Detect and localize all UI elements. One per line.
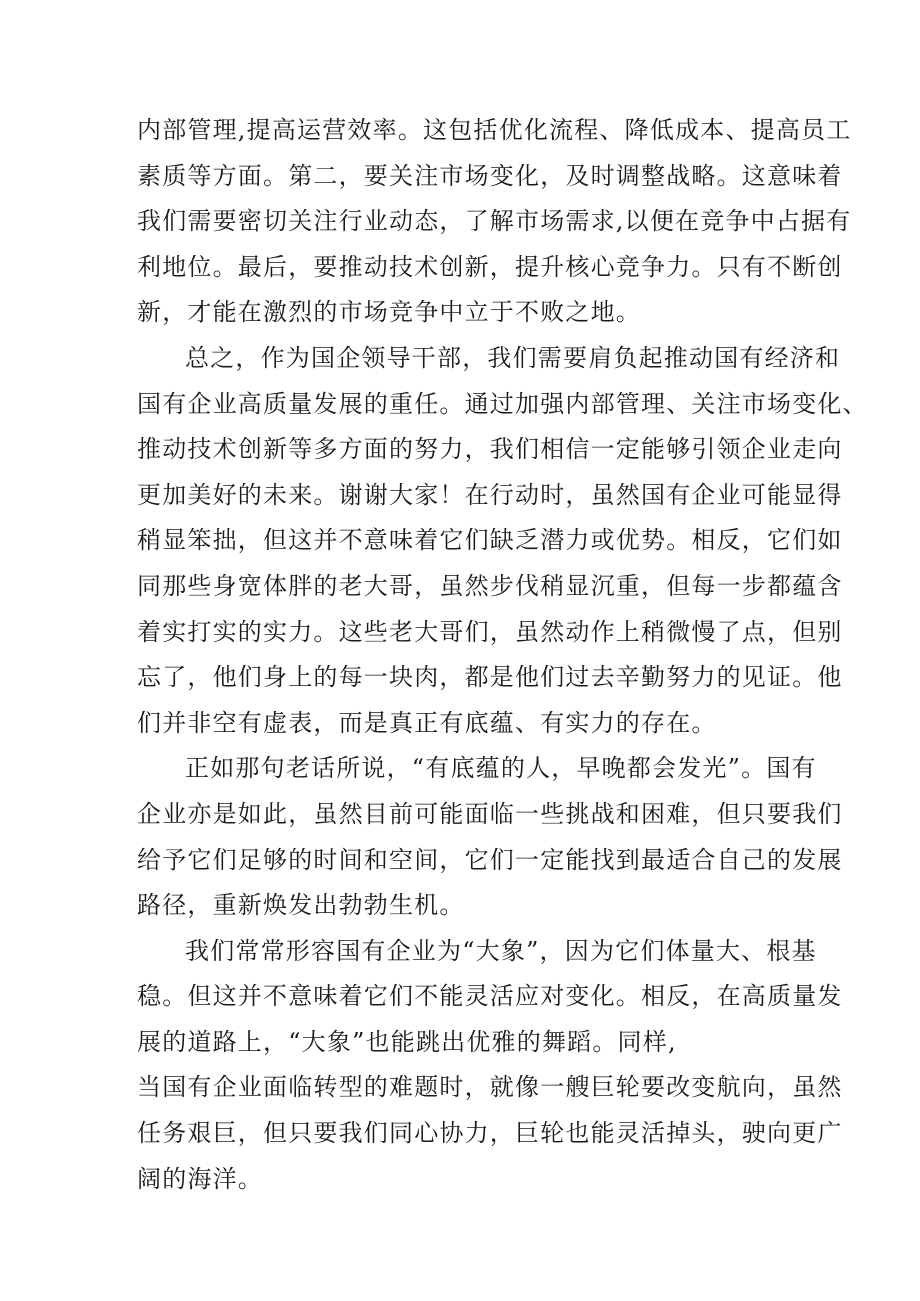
text-line: 着实打实的实力。这些老大哥们，虽然动作上稍微慢了点，但别	[137, 617, 843, 646]
paragraph-1	[137, 108, 852, 336]
text-line: 们并非空有虚表，而是真正有底蕴、有实力的存在。	[137, 708, 717, 737]
text-line: 同那些身宽体胖的老大哥，虽然步伐稍显沉重，但每一步都蕴含	[137, 571, 843, 600]
document-body	[137, 108, 868, 1202]
paragraph-3	[137, 746, 843, 928]
text-line: 正如那句老话所说，“有底蕴的人，早晚都会发光”。国有	[185, 754, 817, 783]
text-line: 企业亦是如此，虽然目前可能面临一些挑战和困难，但只要我们	[137, 799, 843, 828]
text-line: 给予它们足够的时间和空间，它们一定能找到最适合自己的发展	[137, 845, 843, 874]
text-line: 当国有企业面临转型的难题时，就像一艘巨轮要改变航向，虽然	[137, 1073, 843, 1102]
text-line: 新，才能在激烈的市场竞争中立于不败之地。	[137, 298, 641, 327]
text-line: 稳。但这并不意味着它们不能灵活应对变化。相反，在高质量发	[137, 982, 843, 1011]
text-line: 阔的海洋。	[137, 1164, 263, 1193]
paragraph-2	[137, 336, 868, 746]
text-line: 稍显笨拙，但这并不意味着它们缺乏潜力或优势。相反，它们如	[137, 526, 843, 555]
text-line: 总之，作为国企领导干部，我们需要肩负起推动国有经济和	[185, 343, 841, 372]
paragraph-4	[137, 929, 843, 1203]
text-line: 更加美好的未来。谢谢大家！在行动时，虽然国有企业可能显得	[137, 480, 843, 509]
text-line: 我们常常形容国有企业为“大象”，因为它们体量大、根基	[185, 936, 817, 965]
text-line: 我们需要密切关注行业动态，了解市场需求,以便在竞争中占据有	[137, 207, 852, 236]
text-line: 展的道路上，“大象”也能跳出优雅的舞蹈。同样,	[137, 1027, 677, 1056]
text-line: 素质等方面。第二，要关注市场变化，及时调整战略。这意味着	[137, 161, 843, 190]
text-line: 内部管理,提高运营效率。这包括优化流程、降低成本、提高员工	[137, 116, 852, 144]
text-line: 忘了，他们身上的每一块肉，都是他们过去辛勤努力的见证。他	[137, 663, 843, 692]
text-line: 国有企业高质量发展的重任。通过加强内部管理、关注市场变化、	[137, 389, 868, 418]
text-line: 推动技术创新等多方面的努力，我们相信一定能够引领企业走向	[137, 435, 843, 464]
text-line: 路径，重新焕发出勃勃生机。	[137, 891, 465, 920]
text-line: 任务艰巨，但只要我们同心协力，巨轮也能灵活掉头，驶向更广	[137, 1119, 843, 1148]
text-line: 利地位。最后，要推动技术创新，提升核心竞争力。只有不断创	[137, 252, 843, 281]
